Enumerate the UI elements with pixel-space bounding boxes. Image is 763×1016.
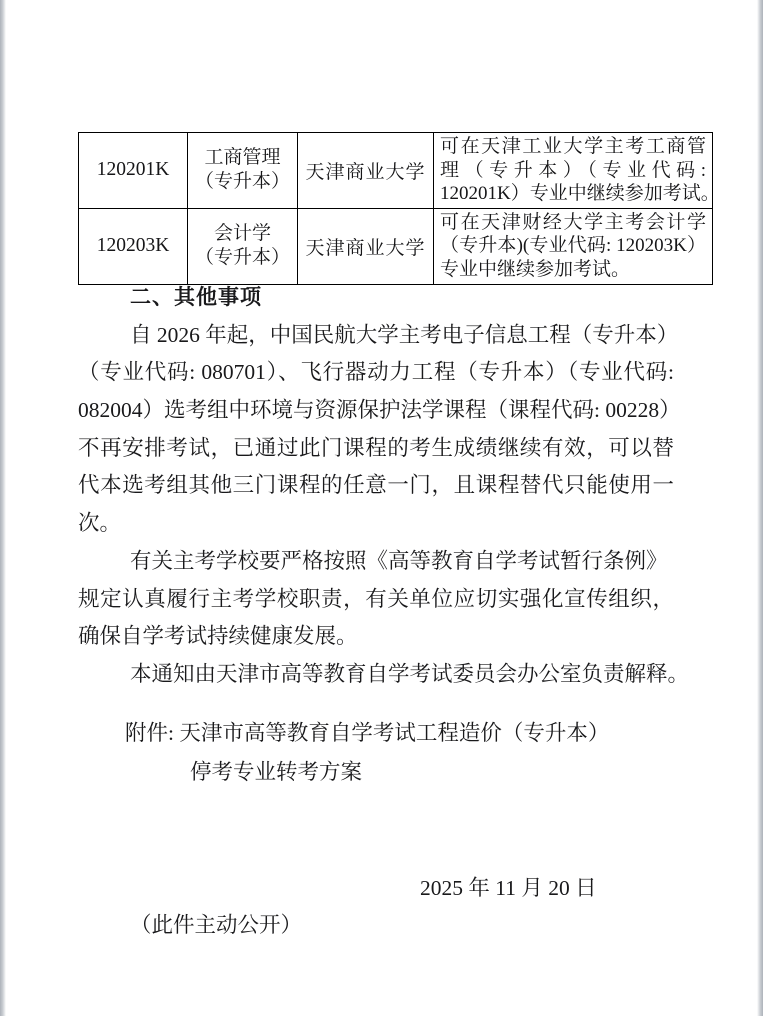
remark-line: 120201K）专业中继续参加考试。 [440, 183, 720, 205]
page-left-edge-shadow [0, 0, 6, 1016]
table-row [79, 208, 713, 284]
body-line: 规定认真履行主考学校职责，有关单位应切实强化宣传组织， [78, 586, 674, 611]
body-line: （专业代码: 080701）、飞行器动力工程（专升本）（专业代码: [78, 360, 674, 385]
body-line: 082004）选考组中环境与资源保护法学课程（课程代码: 00228） [78, 398, 681, 423]
notice-body [78, 279, 690, 694]
remark-line: 理（专升本）（专业代码: [440, 159, 706, 181]
body-line: 代本选考组其他三门课程的任意一门，且课程替代只能使用一 [78, 473, 674, 498]
major-name-cell [188, 133, 298, 209]
major-code-cell: 120203K [79, 208, 188, 284]
university-cell: 天津商业大学 [298, 133, 434, 209]
section-heading: 二、其他事项 [130, 286, 262, 309]
body-line: 有关主考学校要严格按照《高等教育自学考试暂行条例》 [130, 548, 668, 573]
major-name: 工商管理 [204, 147, 281, 169]
remark-line: 可在天津财经大学主考会计学 [440, 211, 706, 233]
body-line: 本通知由天津市高等教育自学考试委员会办公室负责解释。 [130, 661, 690, 686]
table-row [79, 133, 713, 209]
disclosure-note: （此件主动公开） [130, 913, 303, 937]
remark-line: 可在天津工业大学主考工商管 [440, 136, 706, 157]
remark-line: 专业中继续参加考试。 [440, 258, 631, 280]
attachment-line: 附件: 天津市高等教育自学考试工程造价（专升本） [125, 721, 610, 745]
major-level: （专升本） [194, 247, 290, 269]
body-line: 确保自学考试持续健康发展。 [78, 624, 358, 649]
remark-cell [434, 133, 720, 209]
university-cell: 天津商业大学 [298, 208, 434, 284]
transfer-plan-table [78, 132, 720, 285]
body-line: 不再安排考试，已通过此门课程的考生成绩继续有效，可以替 [78, 435, 674, 460]
major-code-cell: 120201K [79, 133, 188, 209]
remark-line: （专升本)(专业代码: 120203K） [440, 235, 706, 257]
remark-cell [434, 208, 713, 284]
attachment-line: 停考专业转考方案 [190, 760, 363, 784]
body-line: 次。 [78, 511, 122, 536]
major-name: 会计学 [213, 223, 271, 245]
body-line: 自 2026 年起，中国民航大学主考电子信息工程（专升本） [130, 322, 679, 347]
document-date: 2025 年 11 月 20 日 [420, 876, 597, 900]
attachment-block [125, 714, 609, 792]
page-right-edge-shadow [757, 0, 763, 1016]
major-name-cell [188, 208, 298, 284]
major-level: （专升本） [194, 171, 290, 193]
